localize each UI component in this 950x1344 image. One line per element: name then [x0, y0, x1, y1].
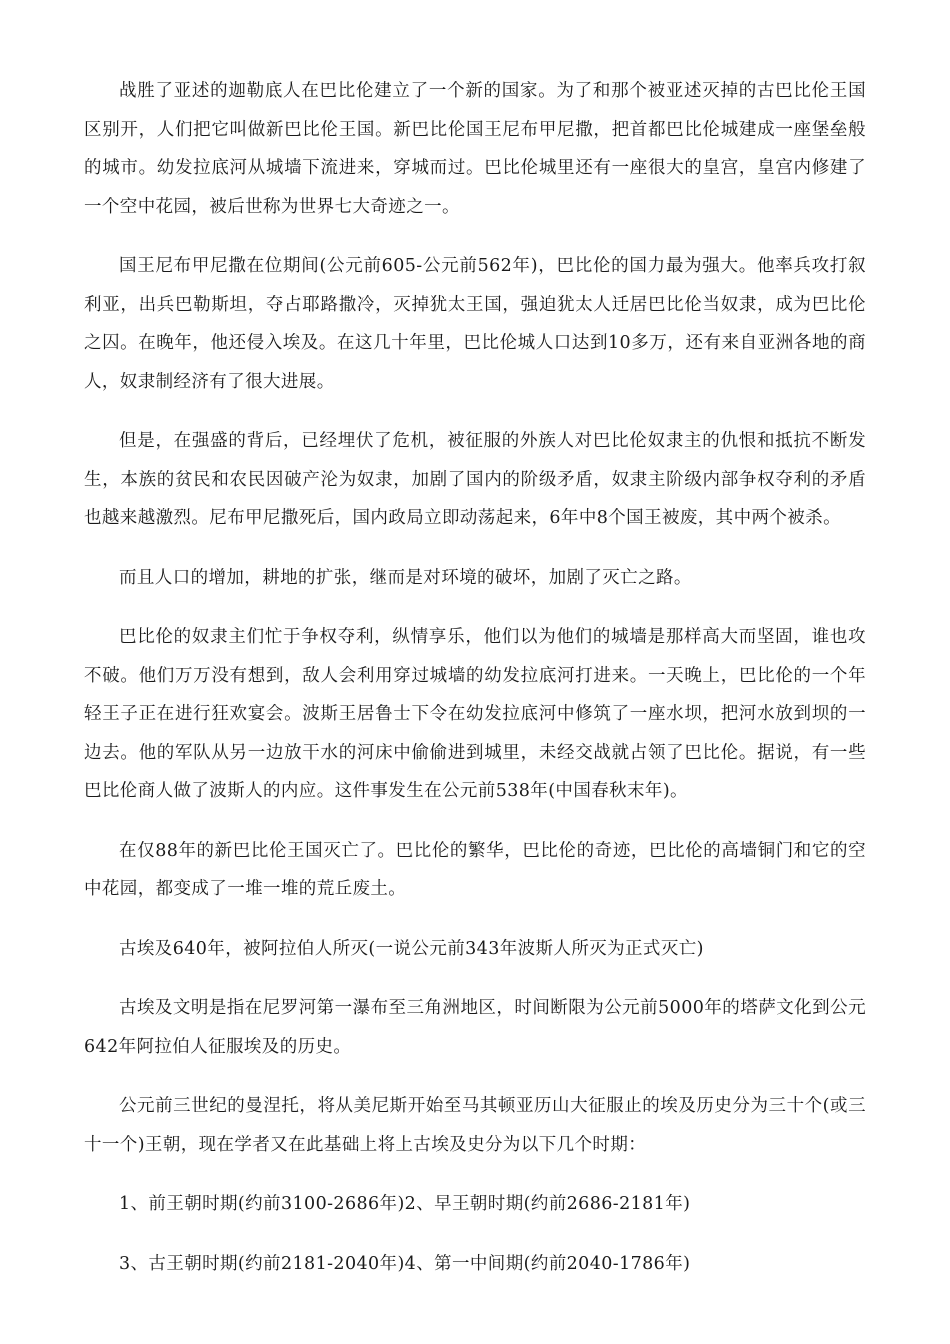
- paragraph-periods-1-2: 1、前王朝时期(约前3100-2686年)2、早王朝时期(约前2686-2181年): [119, 1194, 691, 1214]
- paragraph-manetho-dynasties: 公元前三世纪的曼涅托，将从美尼斯开始至马其顿亚历山大征服止的埃及历史分为三十个(或三十一个)王朝，现在学者又在此基础上将上古埃及史分为以下几个时期：: [84, 1096, 866, 1155]
- paragraph-fall-of-babylon: 巴比伦的奴隶主们忙于争权夺利，纵情享乐，他们以为他们的城墙是那样高大而坚固，谁也攻不破。他们万万没有想到，敌人会利用穿过城墙的幼发拉底河打进来。一天晚上，巴比伦的一个年轻王子正在进行狂欢宴会。波斯王居鲁士下令在幼发拉底河中修筑了一座水坝，把河水放到坝的一边去。他的军队从另一边放干水的河床中偷偷进到城里，未经交战就占领了巴比伦。据说，有一些巴比伦商人做了波斯人的内应。这件事发生在公元前538年(中国春秋末年)。: [84, 627, 866, 801]
- paragraph-egypt-civilization: 古埃及文明是指在尼罗河第一瀑布至三角洲地区，时间断限为公元前5000年的塔萨文化到公元642年阿拉伯人征服埃及的历史。: [84, 998, 866, 1057]
- paragraph-neo-babylon-founding: 战胜了亚述的迦勒底人在巴比伦建立了一个新的国家。为了和那个被亚述灭掉的古巴比伦王国区别开，人们把它叫做新巴比伦王国。新巴比伦国王尼布甲尼撒，把首都巴比伦城建成一座堡垒般的城市。幼发拉底河从城墙下流进来，穿城而过。巴比伦城里还有一座很大的皇宫，皇宫内修建了一个空中花园，被后世称为世界七大奇迹之一。: [84, 81, 866, 217]
- paragraph-ancient-egypt-fall: 古埃及640年，被阿拉伯人所灭(一说公元前343年波斯人所灭为正式灭亡): [119, 938, 704, 959]
- paragraph-kingdom-destroyed: 在仅88年的新巴比伦王国灭亡了。巴比伦的繁华，巴比伦的奇迹，巴比伦的高墙铜门和它的空中花园，都变成了一堆一堆的荒丘废土。: [84, 840, 866, 899]
- paragraph-population-environment: 而且人口的增加，耕地的扩张，继而是对环境的破坏，加剧了灭亡之路。: [119, 567, 692, 588]
- paragraph-hidden-crisis: 但是，在强盛的背后，已经埋伏了危机，被征服的外族人对巴比伦奴隶主的仇恨和抵抗不断发生，本族的贫民和农民因破产沦为奴隶，加剧了国内的阶级矛盾，奴隶主阶级内部争权夺利的矛盾也越来越激烈。尼布甲尼撒死后，国内政局立即动荡起来，6年中8个国王被废，其中两个被杀。: [84, 431, 866, 528]
- paragraph-periods-3-4: 3、古王朝时期(约前2181-2040年)4、第一中间期(约前2040-1786年): [119, 1253, 691, 1274]
- document-body: [84, 72, 866, 1304]
- paragraph-nebuchadnezzar-reign: 国王尼布甲尼撒在位期间(公元前605-公元前562年)，巴比伦的国力最为强大。他率兵攻打叙利亚，出兵巴勒斯坦，夺占耶路撒冷，灭掉犹太王国，强迫犹太人迁居巴比伦当奴隶，成为巴比伦之囚。在晚年，他还侵入埃及。在这几十年里，巴比伦城人口达到10多万，还有来自亚洲各地的商人，奴隶制经济有了很大进展。: [84, 256, 866, 392]
